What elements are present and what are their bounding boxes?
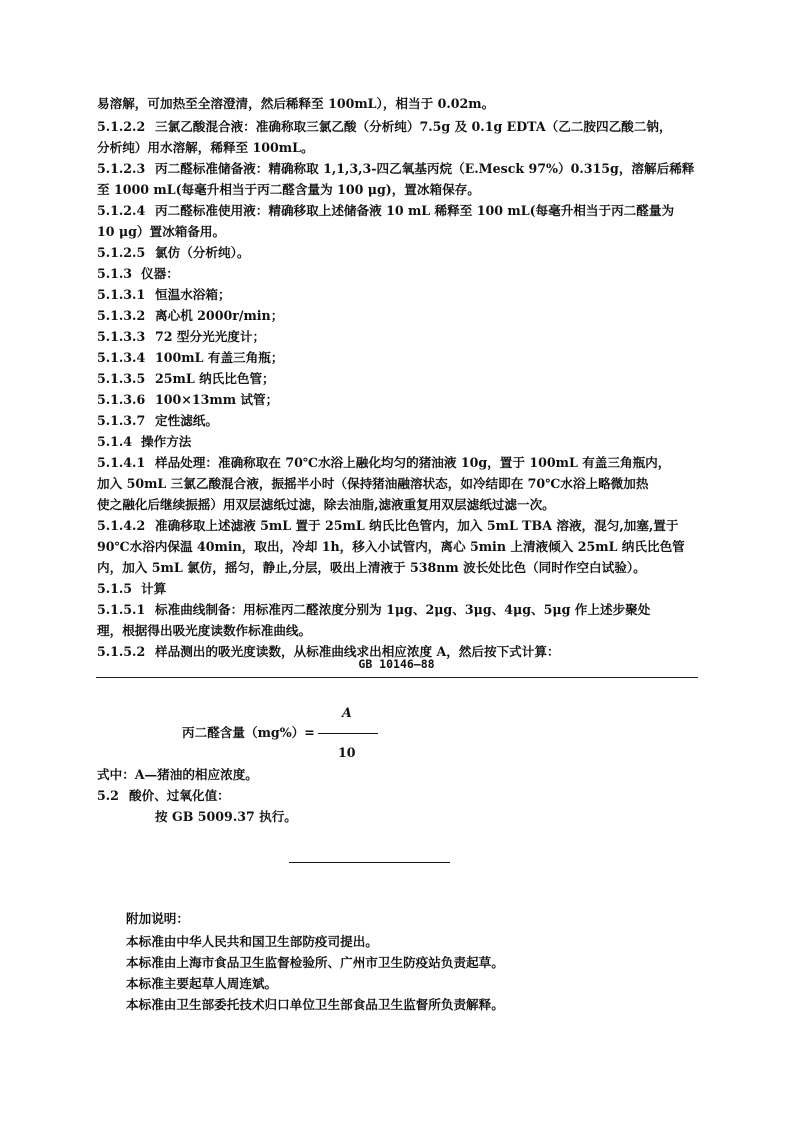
text-line: 易溶解，可加热至全溶澄清，然后稀释至 100mL），相当于 0.02m。 bbox=[97, 96, 495, 111]
clause-5-1-2-5: 5.1.2.5 氯仿（分析纯）。 bbox=[97, 245, 250, 260]
clause-5-1-4-1: 5.1.4.1 样品处理：准确称取在 70℃水浴上融化均匀的猪油液 10g，置于 100mL 有盖三角瓶内， bbox=[97, 455, 671, 470]
header-rule bbox=[96, 677, 698, 678]
clause-5-1-3-7: 5.1.3.7 定性滤纸。 bbox=[97, 413, 218, 428]
section-5-1-4: 5.1.4 操作方法 bbox=[97, 434, 192, 449]
formula-denominator: 10 bbox=[338, 745, 356, 760]
fraction-bar bbox=[318, 733, 378, 734]
text-line: 内，加入 5mL 氯仿，摇匀，静止,分层，吸出上清液于 538nm 波长处比色（同时作空白试验）。 bbox=[97, 560, 646, 575]
formula-explanation: 式中：A—猪油的相应浓度。 bbox=[97, 767, 258, 782]
clause-5-1-3-5: 5.1.3.5 25mL 纳氏比色管； bbox=[97, 371, 275, 386]
clause-5-1-2-4: 5.1.2.4 丙二醛标准使用液：精确移取上述储备液 10 mL 稀释至 100 mL(每毫升相当于丙二醛量为 bbox=[97, 203, 675, 218]
clause-5-1-5-1: 5.1.5.1 标准曲线制备：用标准丙二醛浓度分别为 1μg、2μg、3μg、4μg、5μg 作上述步聚处 bbox=[97, 602, 651, 617]
clause-5-1-2-2: 5.1.2.2 三氯乙酸混合液：准确称取三氯乙酸（分析纯）7.5g 及 0.1g EDTA（乙二胺四乙酸二钠， bbox=[97, 119, 672, 134]
end-divider bbox=[289, 862, 450, 863]
notes-heading: 附加说明： bbox=[126, 911, 189, 926]
text-line: 按 GB 5009.37 执行。 bbox=[155, 809, 297, 824]
text-line: 分析纯）用水溶解，稀释至 100mL。 bbox=[97, 140, 314, 155]
section-5-1-5: 5.1.5 计算 bbox=[97, 581, 167, 596]
text-line: 90℃水浴内保温 40min，取出，冷却 1h，移入小试管内，离心 5min 上清液倾入 25mL 纳氏比色管 bbox=[97, 539, 685, 554]
note-item: 本标准由中华人民共和国卫生部防疫司提出。 bbox=[126, 934, 378, 949]
clause-5-1-3-1: 5.1.3.1 恒温水浴箱； bbox=[97, 287, 231, 302]
clause-5-1-2-3: 5.1.2.3 丙二醛标准储备液：精确称取 1,1,3,3-四乙氧基丙烷（E.Mesck 97%）0.315g，溶解后稀释 bbox=[97, 161, 695, 176]
clause-5-1-5-2: 5.1.5.2 样品测出的吸光度读数，从标准曲线求出相应浓度 A，然后按下式计算： bbox=[97, 644, 560, 659]
text-line: 理，根据得出吸光度读数作标准曲线。 bbox=[97, 623, 312, 638]
note-item: 本标准由上海市食品卫生监督检验所、广州市卫生防疫站负责起草。 bbox=[126, 955, 504, 970]
formula-numerator: A bbox=[342, 705, 352, 720]
clause-5-1-3-3: 5.1.3.3 72 型分光光度计； bbox=[97, 329, 266, 344]
clause-5-1-3-4: 5.1.3.4 100mL 有盖三角瓶； bbox=[97, 350, 284, 365]
note-item: 本标准由卫生部委托技术归口单位卫生部食品卫生监督所负责解释。 bbox=[126, 997, 504, 1012]
clause-5-1-3-6: 5.1.3.6 100×13mm 试管； bbox=[97, 392, 279, 407]
standard-code: GB 10146—88 bbox=[358, 657, 435, 671]
section-5-1-3: 5.1.3 仪器： bbox=[97, 266, 179, 281]
text-line: 至 1000 mL(每毫升相当于丙二醛含量为 100 μg)，置冰箱保存。 bbox=[97, 182, 480, 197]
clause-5-1-3-2: 5.1.3.2 离心机 2000r/min； bbox=[97, 308, 284, 323]
note-item: 本标准主要起草人周连斌。 bbox=[126, 976, 278, 991]
text-line: 使之融化后继续振摇）用双层滤纸过滤，除去油脂,滤液重复用双层滤纸过滤一次。 bbox=[97, 497, 555, 512]
section-5-2: 5.2 酸价、过氧化值： bbox=[97, 788, 230, 803]
formula-label: 丙二醛含量（mg%）= bbox=[182, 725, 315, 740]
clause-5-1-4-2: 5.1.4.2 准确移取上述滤液 5mL 置于 25mL 纳氏比色管内，加入 5mL TBA 溶液，混匀,加塞,置于 bbox=[97, 518, 679, 533]
text-line: 10 μg）置冰箱备用。 bbox=[97, 224, 226, 239]
text-line: 加入 50mL 三氯乙酸混合液，振摇半小时（保持猪油融溶状态，如冷结即在 70℃水浴上略微加热 bbox=[97, 476, 649, 491]
